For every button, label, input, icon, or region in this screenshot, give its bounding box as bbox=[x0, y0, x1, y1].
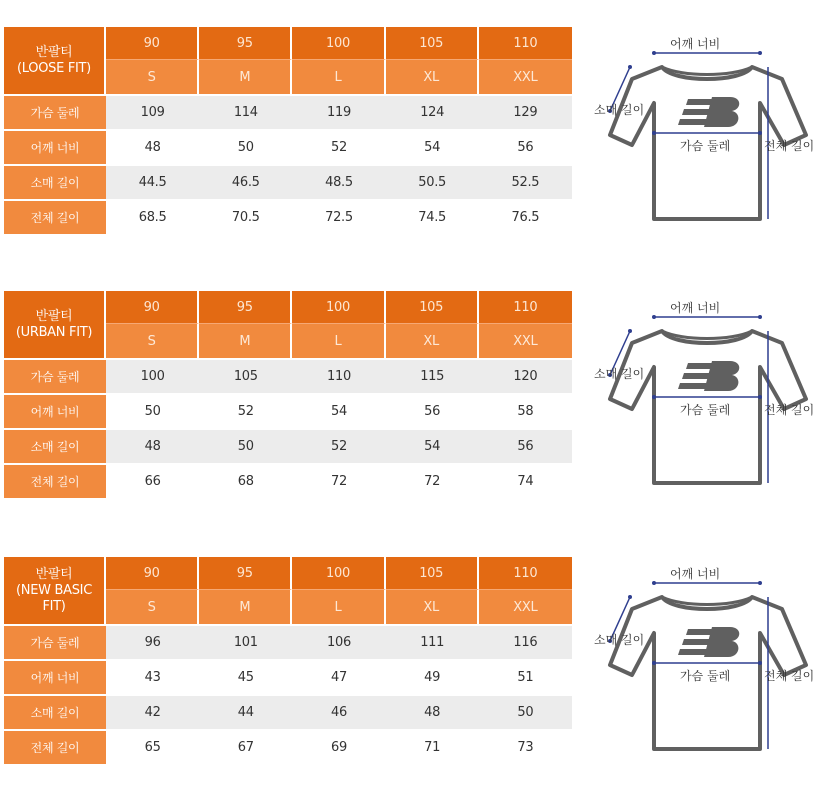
table-cell: 52 bbox=[292, 129, 385, 164]
size-number-header: 105 bbox=[386, 27, 479, 60]
table-cell: 65 bbox=[106, 729, 199, 764]
table-row-length bbox=[4, 463, 572, 498]
table-cell: 52 bbox=[292, 428, 385, 463]
model-name-line2: (NEW BASIC FIT) bbox=[16, 582, 92, 614]
table-cell: 72 bbox=[386, 463, 479, 498]
table-cell: 56 bbox=[479, 129, 572, 164]
table-row-shoulder bbox=[4, 659, 572, 694]
model-name-line1: 반팔티 bbox=[35, 566, 73, 582]
table-cell: 45 bbox=[199, 659, 292, 694]
table-cell: 96 bbox=[106, 624, 199, 659]
table-cell: 129 bbox=[479, 94, 572, 129]
size-number-header: 95 bbox=[199, 27, 292, 60]
table-cell: 50 bbox=[199, 428, 292, 463]
table-row-length bbox=[4, 199, 572, 234]
table-cell: 52 bbox=[199, 393, 292, 428]
table-cell: 72.5 bbox=[292, 199, 385, 234]
table-cell: 58 bbox=[479, 393, 572, 428]
table-cell: 48.5 bbox=[292, 164, 385, 199]
row-label: 가슴 둘레 bbox=[4, 624, 106, 659]
size-letter-header: XL bbox=[386, 60, 479, 94]
table-cell: 50 bbox=[106, 393, 199, 428]
sleeve-length-label: 소매 길이 bbox=[594, 367, 645, 381]
model-name-line1: 반팔티 bbox=[35, 44, 73, 60]
sleeve-length-label: 소매 길이 bbox=[594, 103, 645, 117]
table-cell: 70.5 bbox=[199, 199, 292, 234]
table-cell: 72 bbox=[292, 463, 385, 498]
tshirt-outline-icon bbox=[592, 557, 800, 757]
table-row-sleeve bbox=[4, 694, 572, 729]
table-cell: 120 bbox=[479, 358, 572, 393]
sleeve-length-label: 소매 길이 bbox=[594, 633, 645, 647]
measurement-diagram bbox=[592, 291, 814, 491]
table-cell: 46 bbox=[292, 694, 385, 729]
size-letter-header: L bbox=[292, 590, 385, 624]
table-cell: 44 bbox=[199, 694, 292, 729]
row-label: 전체 길이 bbox=[4, 463, 106, 498]
table-cell: 116 bbox=[479, 624, 572, 659]
new-balance-logo-icon bbox=[678, 97, 739, 127]
shoulder-width-label: 어깨 너비 bbox=[670, 301, 721, 315]
model-name-line2: (URBAN FIT) bbox=[15, 324, 93, 340]
size-letter-header: XL bbox=[386, 324, 479, 358]
table-cell: 54 bbox=[292, 393, 385, 428]
table-cell: 67 bbox=[199, 729, 292, 764]
size-letter-header: XXL bbox=[479, 60, 572, 94]
size-number-header: 110 bbox=[479, 557, 572, 590]
table-row-chest bbox=[4, 94, 572, 129]
chest-label: 가슴 둘레 bbox=[680, 139, 731, 153]
row-label: 소매 길이 bbox=[4, 694, 106, 729]
table-row-sleeve bbox=[4, 428, 572, 463]
table-cell: 47 bbox=[292, 659, 385, 694]
row-label: 소매 길이 bbox=[4, 164, 106, 199]
size-number-header-row bbox=[4, 291, 572, 324]
shoulder-width-label: 어깨 너비 bbox=[670, 567, 721, 581]
table-cell: 74.5 bbox=[386, 199, 479, 234]
table-cell: 46.5 bbox=[199, 164, 292, 199]
size-number-header: 90 bbox=[106, 557, 199, 590]
size-number-header-row bbox=[4, 27, 572, 60]
table-cell: 114 bbox=[199, 94, 292, 129]
size-number-header: 95 bbox=[199, 291, 292, 324]
table-cell: 50.5 bbox=[386, 164, 479, 199]
row-label: 어깨 너비 bbox=[4, 659, 106, 694]
size-table bbox=[4, 291, 572, 498]
table-cell: 56 bbox=[386, 393, 479, 428]
total-length-label: 전체 길이 bbox=[764, 403, 814, 417]
size-number-header: 105 bbox=[386, 291, 479, 324]
size-number-header: 95 bbox=[199, 557, 292, 590]
size-letter-header: XL bbox=[386, 590, 479, 624]
table-cell: 51 bbox=[479, 659, 572, 694]
table-cell: 69 bbox=[292, 729, 385, 764]
table-cell: 42 bbox=[106, 694, 199, 729]
chest-label: 가슴 둘레 bbox=[680, 669, 731, 683]
table-cell: 48 bbox=[386, 694, 479, 729]
table-cell: 50 bbox=[199, 129, 292, 164]
table-cell: 43 bbox=[106, 659, 199, 694]
row-label: 소매 길이 bbox=[4, 428, 106, 463]
size-letter-header: XXL bbox=[479, 324, 572, 358]
size-letter-header: L bbox=[292, 60, 385, 94]
size-number-header: 105 bbox=[386, 557, 479, 590]
tshirt-outline-icon bbox=[592, 27, 800, 227]
table-cell: 54 bbox=[386, 129, 479, 164]
size-number-header-row bbox=[4, 557, 572, 590]
size-chart-new-basic-fit bbox=[4, 557, 572, 764]
table-cell: 105 bbox=[199, 358, 292, 393]
table-cell: 100 bbox=[106, 358, 199, 393]
size-letter-header: L bbox=[292, 324, 385, 358]
size-letter-header: S bbox=[106, 60, 199, 94]
table-cell: 106 bbox=[292, 624, 385, 659]
size-table bbox=[4, 27, 572, 234]
table-cell: 124 bbox=[386, 94, 479, 129]
table-cell: 66 bbox=[106, 463, 199, 498]
size-number-header: 110 bbox=[479, 27, 572, 60]
new-balance-logo-icon bbox=[678, 627, 739, 657]
new-balance-logo-icon bbox=[678, 361, 739, 391]
size-number-header: 90 bbox=[106, 27, 199, 60]
shoulder-width-label: 어깨 너비 bbox=[670, 37, 721, 51]
table-cell: 68 bbox=[199, 463, 292, 498]
table-cell: 76.5 bbox=[479, 199, 572, 234]
model-name-cell bbox=[4, 27, 106, 94]
table-cell: 110 bbox=[292, 358, 385, 393]
model-name-cell bbox=[4, 557, 106, 624]
size-letter-header: M bbox=[199, 60, 292, 94]
table-row-shoulder bbox=[4, 129, 572, 164]
size-number-header: 110 bbox=[479, 291, 572, 324]
table-cell: 52.5 bbox=[479, 164, 572, 199]
table-cell: 49 bbox=[386, 659, 479, 694]
table-cell: 119 bbox=[292, 94, 385, 129]
size-letter-header: XXL bbox=[479, 590, 572, 624]
model-name-cell bbox=[4, 291, 106, 358]
table-cell: 101 bbox=[199, 624, 292, 659]
table-row-shoulder bbox=[4, 393, 572, 428]
size-number-header: 90 bbox=[106, 291, 199, 324]
table-cell: 68.5 bbox=[106, 199, 199, 234]
table-cell: 74 bbox=[479, 463, 572, 498]
size-letter-header: S bbox=[106, 590, 199, 624]
table-cell: 109 bbox=[106, 94, 199, 129]
size-chart-urban-fit bbox=[4, 291, 572, 498]
row-label: 어깨 너비 bbox=[4, 129, 106, 164]
table-cell: 71 bbox=[386, 729, 479, 764]
table-cell: 44.5 bbox=[106, 164, 199, 199]
row-label: 가슴 둘레 bbox=[4, 94, 106, 129]
row-label: 가슴 둘레 bbox=[4, 358, 106, 393]
row-label: 전체 길이 bbox=[4, 729, 106, 764]
table-row-chest bbox=[4, 624, 572, 659]
row-label: 어깨 너비 bbox=[4, 393, 106, 428]
tshirt-outline-icon bbox=[592, 291, 800, 491]
size-number-header: 100 bbox=[292, 27, 385, 60]
row-label: 전체 길이 bbox=[4, 199, 106, 234]
table-row-chest bbox=[4, 358, 572, 393]
size-chart-loose-fit bbox=[4, 27, 572, 234]
table-row-length bbox=[4, 729, 572, 764]
total-length-label: 전체 길이 bbox=[764, 139, 814, 153]
size-number-header: 100 bbox=[292, 557, 385, 590]
table-cell: 48 bbox=[106, 129, 199, 164]
table-row-sleeve bbox=[4, 164, 572, 199]
size-letter-header: S bbox=[106, 324, 199, 358]
table-cell: 115 bbox=[386, 358, 479, 393]
table-cell: 54 bbox=[386, 428, 479, 463]
measurement-diagram bbox=[592, 27, 814, 227]
size-number-header: 100 bbox=[292, 291, 385, 324]
table-cell: 111 bbox=[386, 624, 479, 659]
size-letter-header: M bbox=[199, 590, 292, 624]
total-length-label: 전체 길이 bbox=[764, 669, 814, 683]
model-name-line2: (LOOSE FIT) bbox=[17, 60, 91, 76]
size-table bbox=[4, 557, 572, 764]
table-cell: 56 bbox=[479, 428, 572, 463]
model-name-line1: 반팔티 bbox=[35, 308, 73, 324]
size-letter-header: M bbox=[199, 324, 292, 358]
measurement-diagram bbox=[592, 557, 814, 757]
table-cell: 73 bbox=[479, 729, 572, 764]
chest-label: 가슴 둘레 bbox=[680, 403, 731, 417]
table-cell: 48 bbox=[106, 428, 199, 463]
table-cell: 50 bbox=[479, 694, 572, 729]
